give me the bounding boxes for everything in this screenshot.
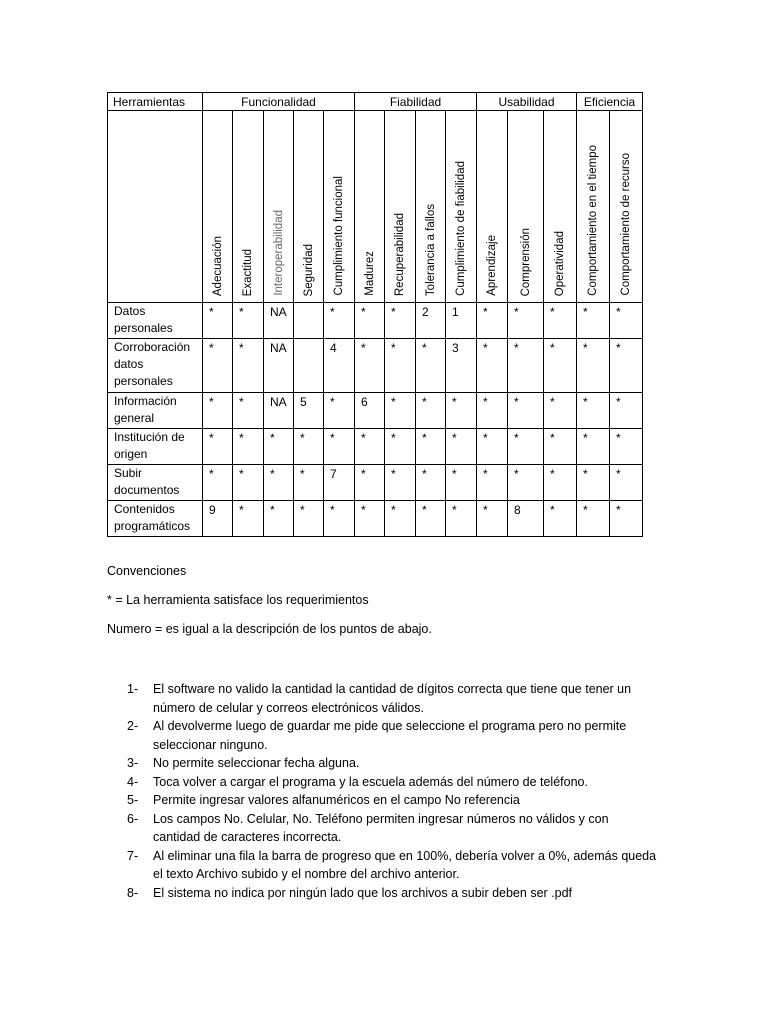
table-cell: * [416,393,446,429]
table-cell: * [385,303,416,339]
table-cell: * [355,465,385,501]
group-header-usabilidad: Usabilidad [477,93,577,111]
table-cell: * [416,465,446,501]
notes-list [127,680,673,902]
table-cell: * [324,429,355,465]
row-tool-name-line: Institución de [114,430,185,444]
criteria-label: Comportamiento de recurso [620,153,632,296]
table-row [108,339,643,393]
table-cell: * [577,339,610,393]
conventions-asterisk: * = La herramienta satisface los requerimientos [107,593,369,607]
criteria-label: Cumplimiento de fiabilidad [455,161,467,296]
conventions-number: Numero = es igual a la descripción de los puntos de abajo. [107,622,432,636]
table-cell: 3 [446,339,477,393]
list-item-number: 6- [127,811,139,826]
row-tool-name-line: Corroboración [114,340,191,354]
row-tool-name-line: Contenidos [114,502,175,516]
table-cell: * [446,465,477,501]
table-cell: 1 [446,303,477,339]
table-cell: * [544,465,577,501]
list-item-text: cantidad de caracteres incorrecta. [153,830,342,844]
row-tool-name-line: general [114,411,155,425]
table-cell: * [355,303,385,339]
table-cell [294,303,324,339]
table-cell: * [544,501,577,537]
table-cell: * [416,501,446,537]
table-cell: * [203,393,233,429]
group-header-funcionalidad: Funcionalidad [203,93,355,111]
table-cell: * [203,465,233,501]
list-item [127,791,673,810]
criteria-header-cell [294,111,324,303]
table-cell: * [355,339,385,393]
table-cell: 5 [294,393,324,429]
table-cell: * [294,501,324,537]
row-tool-name-line: datos [114,357,144,371]
criteria-header-cell [416,111,446,303]
table-cell: * [233,429,264,465]
criteria-header-cell [544,111,577,303]
row-tool-name-line: Subir [114,466,143,480]
table-cell: * [544,303,577,339]
table-cell: NA [264,303,294,339]
table-cell: * [508,465,544,501]
list-item-text: No permite seleccionar fecha alguna. [153,756,360,770]
tools-header: Herramientas [108,93,203,111]
table-cell: * [233,393,264,429]
table-cell [294,339,324,393]
table-cell: * [203,429,233,465]
table-cell: * [508,429,544,465]
table-cell: * [385,501,416,537]
table-cell: * [264,465,294,501]
list-item-number: 8- [127,885,139,900]
list-item [127,754,673,773]
table-cell: * [610,501,643,537]
table-cell: * [294,429,324,465]
table-cell: * [477,339,508,393]
table-cell: 6 [355,393,385,429]
table-cell: NA [264,339,294,393]
group-header-fiabilidad: Fiabilidad [355,93,477,111]
group-header-row [108,93,643,111]
row-tool-name-line: programáticos [114,519,191,533]
row-tool-name [108,303,203,339]
table-cell: * [385,429,416,465]
table-cell: * [385,393,416,429]
table-cell: * [477,429,508,465]
criteria-header-cell [446,111,477,303]
criteria-header-cell [264,111,294,303]
table-cell: * [610,429,643,465]
table-cell: * [324,501,355,537]
list-item-text: Toca volver a cargar el programa y la escuela además del número de teléfono. [153,774,588,789]
table-cell: * [203,339,233,393]
table-cell: * [324,303,355,339]
list-item-number: 5- [127,793,139,807]
criteria-label: Exactitud [242,248,254,296]
table-cell: 7 [324,465,355,501]
list-item [127,847,673,884]
row-tool-name [108,501,203,537]
row-tool-name-line: Información [114,394,177,408]
list-item-text: Los campos No. Celular, No. Teléfono permiten ingresar números no válidos y con [153,811,609,826]
table-cell: * [416,429,446,465]
criteria-label: Tolerancia a fallos [424,203,437,296]
table-cell: * [446,429,477,465]
table-row [108,501,643,537]
table-row [108,465,643,501]
list-item-text: El software no valido la cantidad la cantidad de dígitos correcta que tiene que tener un [153,682,632,696]
list-item-number: 1- [127,682,139,696]
table-cell: * [577,465,610,501]
criteria-label: Seguridad [302,243,315,296]
criteria-label: Aprendizaje [486,235,498,296]
table-cell: * [233,303,264,339]
table-cell: * [355,429,385,465]
row-tool-name-line: Datos [114,304,146,318]
criteria-corner-cell [108,111,203,303]
table-row [108,393,643,429]
list-item [127,773,673,792]
row-tool-name-line: origen [114,447,148,461]
criteria-label: Comprensión [519,227,532,296]
table-cell: * [233,465,264,501]
group-header-eficiencia: Eficiencia [577,93,643,111]
table-cell: * [508,339,544,393]
criteria-header-cell [477,111,508,303]
table-cell: 4 [324,339,355,393]
table-row [108,429,643,465]
table-cell: * [544,429,577,465]
table-body [108,303,643,537]
table-cell: * [477,465,508,501]
criteria-label: Cumplimiento funcional [333,176,345,296]
list-item-text: El sistema no indica por ningún lado que los archivos a subir deben ser .pdf [153,885,573,900]
table-cell: * [203,303,233,339]
row-tool-name-line: documentos [114,483,180,497]
table-cell: * [446,393,477,429]
list-item-text: Permite ingresar valores alfanuméricos en el campo No referencia [153,793,520,807]
table-cell: * [477,393,508,429]
table-cell: * [446,501,477,537]
criteria-header-cell [355,111,385,303]
list-item [127,884,673,903]
table-cell: * [264,501,294,537]
criteria-header-cell [385,111,416,303]
list-item-number: 3- [127,756,139,770]
table-cell: 9 [203,501,233,537]
table-cell: * [324,393,355,429]
table-cell: 2 [416,303,446,339]
row-tool-name [108,465,203,501]
table-cell: * [477,303,508,339]
list-item-text: el texto Archivo subido y el nombre del archivo anterior. [153,867,460,881]
criteria-label: Interoperabilidad [272,210,285,296]
row-tool-name [108,429,203,465]
table-cell: * [544,339,577,393]
table-cell: * [508,303,544,339]
table-cell: * [610,303,643,339]
list-item-number: 7- [127,848,139,863]
table-cell: * [385,339,416,393]
table-cell: * [577,429,610,465]
list-item-text: Al devolverme luego de guardar me pide que seleccione el programa pero no permite [153,719,627,733]
list-item-number: 2- [127,719,139,733]
row-tool-name-line: personales [114,374,173,388]
criteria-label: Comportamiento en el tiempo [587,145,599,296]
evaluation-table [107,92,643,537]
criteria-header-cell [233,111,264,303]
table-cell: * [294,465,324,501]
criteria-label: Recuperabilidad [394,212,406,296]
table-cell: * [577,501,610,537]
criteria-header-cell [203,111,233,303]
row-tool-name [108,393,203,429]
row-tool-name-line: personales [114,321,173,335]
table-cell: * [385,465,416,501]
criteria-label: Adecuación [211,235,224,296]
criteria-header-row [108,111,643,303]
criteria-header-cell [324,111,355,303]
list-item-text: Al eliminar una fila la barra de progreso que en 100%, debería volver a 0%, además queda [153,848,657,863]
table-cell: 8 [508,501,544,537]
table-row [108,303,643,339]
table-cell: * [610,465,643,501]
table-cell: * [610,393,643,429]
row-tool-name [108,339,203,393]
table-cell: * [577,393,610,429]
criteria-header-cell [508,111,544,303]
table-cell: NA [264,393,294,429]
table-cell: * [544,393,577,429]
list-item [127,810,673,847]
table-cell: * [355,501,385,537]
list-item-text: número de celular y correos electrónicos válidos. [153,700,424,715]
criteria-header-cell [577,111,610,303]
list-item-text: seleccionar ninguno. [153,737,268,752]
table-cell: * [508,393,544,429]
table-cell: * [577,303,610,339]
criteria-label: Madurez [363,251,376,296]
criteria-label: Operatividad [554,230,566,296]
criteria-header-cell [610,111,643,303]
list-item [127,680,673,717]
table-cell: * [264,429,294,465]
list-item [127,717,673,754]
table-cell: * [233,339,264,393]
table-cell: * [477,501,508,537]
list-item-number: 4- [127,774,139,789]
conventions-title: Convenciones [107,564,187,578]
table-cell: * [233,501,264,537]
table-cell: * [610,339,643,393]
table-cell: * [416,339,446,393]
